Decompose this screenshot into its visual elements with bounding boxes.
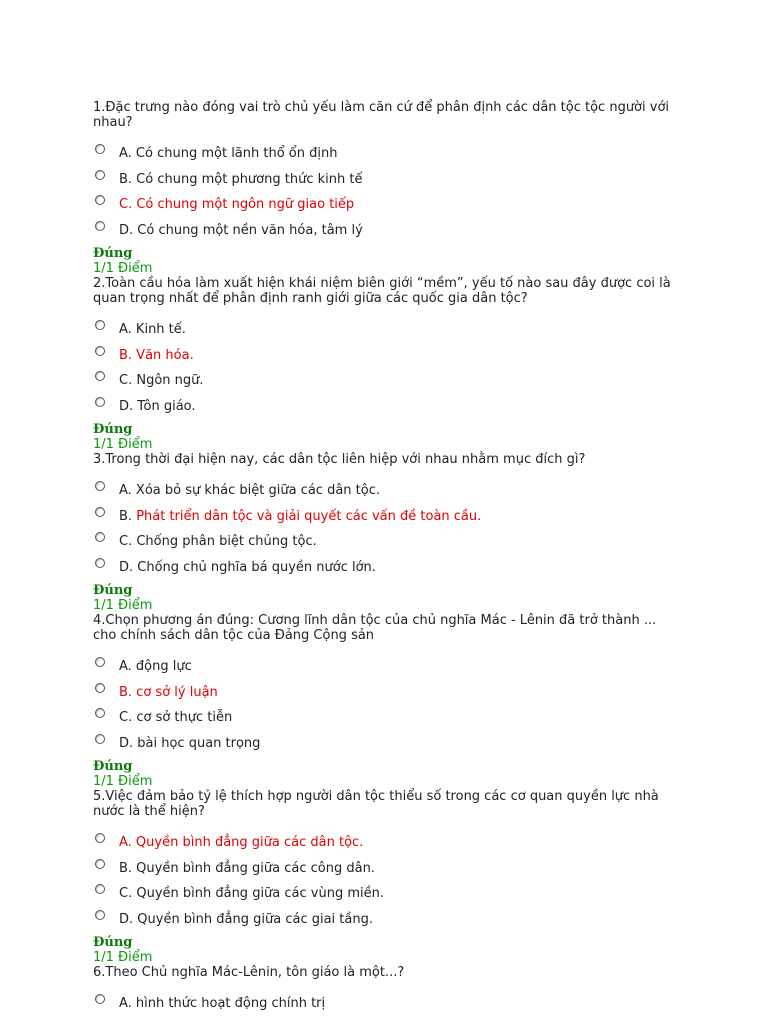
question-block — [93, 276, 683, 452]
question-block — [93, 965, 683, 1022]
radio-button[interactable] — [95, 397, 105, 407]
answer-option[interactable] — [93, 736, 683, 762]
option-text: C. cơ sở thực tiễn — [119, 710, 233, 725]
option-text: B. cơ sở lý luận — [119, 684, 218, 700]
answer-option[interactable] — [93, 348, 683, 374]
result-label: Đúng — [93, 246, 133, 261]
option-text: A. Quyền bình đẳng giữa các dân tộc. — [119, 835, 364, 850]
option-text: B. Có chung một phương thức kinh tế — [119, 171, 363, 187]
option-text: D. Chống chủ nghĩa bá quyền nước lớn. — [119, 559, 376, 575]
answer-option[interactable] — [93, 560, 683, 586]
answer-option[interactable] — [93, 146, 683, 172]
radio-button[interactable] — [95, 346, 105, 356]
radio-button[interactable] — [95, 657, 105, 667]
answer-option[interactable] — [93, 685, 683, 711]
radio-button[interactable] — [95, 170, 105, 180]
option-text: D. Tôn giáo. — [119, 398, 196, 414]
option-text: A. Có chung một lãnh thổ ổn định — [119, 146, 338, 161]
radio-button[interactable] — [95, 859, 105, 869]
option-text: C. Có chung một ngôn ngữ giao tiếp — [119, 197, 355, 212]
answer-option[interactable] — [93, 886, 683, 912]
question-text: 5.Việc đảm bảo tỷ lệ thích hợp người dân tộc thiểu số trong các cơ quan quyền lực nhà nước là thể hiện? — [93, 789, 659, 819]
option-text: C. Ngôn ngữ. — [119, 373, 204, 388]
radio-button[interactable] — [95, 884, 105, 894]
option-text — [119, 509, 481, 524]
radio-button[interactable] — [95, 833, 105, 843]
radio-button[interactable] — [95, 221, 105, 231]
question-block — [93, 452, 683, 613]
option-text: A. Kinh tế. — [119, 322, 186, 337]
answer-option[interactable] — [93, 996, 683, 1022]
answer-option[interactable] — [93, 912, 683, 938]
score-label: 1/1 Điểm — [93, 598, 153, 613]
radio-button[interactable] — [95, 144, 105, 154]
radio-button[interactable] — [95, 994, 105, 1004]
answer-option[interactable] — [93, 172, 683, 198]
radio-button[interactable] — [95, 532, 105, 542]
result-label: Đúng — [93, 935, 133, 950]
option-text: B. Quyền bình đẳng giữa các công dân. — [119, 860, 375, 876]
answer-option[interactable] — [93, 534, 683, 560]
question-block — [93, 789, 683, 965]
radio-button[interactable] — [95, 734, 105, 744]
radio-button[interactable] — [95, 371, 105, 381]
result-label: Đúng — [93, 422, 133, 437]
quiz-document — [93, 100, 683, 1022]
answer-option[interactable] — [93, 197, 683, 223]
answer-option[interactable] — [93, 835, 683, 861]
answer-option[interactable] — [93, 710, 683, 736]
score-label: 1/1 Điểm — [93, 261, 153, 276]
result-label: Đúng — [93, 583, 133, 598]
question-text: 6.Theo Chủ nghĩa Mác-Lênin, tôn giáo là một...? — [93, 965, 405, 980]
option-text: A. động lực — [119, 659, 192, 674]
answer-option[interactable] — [93, 509, 683, 535]
option-text: C. Quyền bình đẳng giữa các vùng miền. — [119, 886, 384, 901]
option-prefix: B. — [119, 508, 137, 524]
answer-option[interactable] — [93, 223, 683, 249]
question-text: 4.Chọn phương án đúng: Cương lĩnh dân tộc của chủ nghĩa Mác - Lênin đã trở thành ... cho chính sách dân tộc của Đảng Cộng sản — [93, 613, 657, 643]
option-answer-text: Phát triển dân tộc và giải quyết các vấn đề toàn cầu. — [136, 508, 482, 524]
question-block — [93, 613, 683, 789]
radio-button[interactable] — [95, 320, 105, 330]
score-label: 1/1 Điểm — [93, 774, 153, 789]
radio-button[interactable] — [95, 481, 105, 491]
option-text: D. Quyền bình đẳng giữa các giai tầng. — [119, 911, 373, 927]
question-block — [93, 100, 683, 276]
answer-option[interactable] — [93, 322, 683, 348]
question-text: 3.Trong thời đại hiện nay, các dân tộc liên hiệp với nhau nhằm mục đích gì? — [93, 452, 586, 467]
option-text: D. Có chung một nền văn hóa, tâm lý — [119, 222, 363, 238]
answer-option[interactable] — [93, 399, 683, 425]
score-label: 1/1 Điểm — [93, 950, 153, 965]
option-text: A. Xóa bỏ sự khác biệt giữa các dân tộc. — [119, 483, 380, 498]
option-text: D. bài học quan trọng — [119, 735, 261, 751]
question-text: 2.Toàn cầu hóa làm xuất hiện khái niệm biên giới “mềm”, yếu tố nào sau đây được coi là quan trọng nhất để phân định ranh giới giữa các quốc gia dân tộc? — [93, 276, 671, 306]
answer-option[interactable] — [93, 373, 683, 399]
radio-button[interactable] — [95, 558, 105, 568]
radio-button[interactable] — [95, 683, 105, 693]
result-label: Đúng — [93, 759, 133, 774]
question-text: 1.Đặc trưng nào đóng vai trò chủ yếu làm căn cứ để phân định các dân tộc tộc người với nhau? — [93, 100, 670, 130]
option-text: B. Văn hóa. — [119, 347, 194, 363]
radio-button[interactable] — [95, 708, 105, 718]
radio-button[interactable] — [95, 195, 105, 205]
option-text: C. Chống phân biệt chủng tộc. — [119, 534, 317, 549]
score-label: 1/1 Điểm — [93, 437, 153, 452]
radio-button[interactable] — [95, 507, 105, 517]
answer-option[interactable] — [93, 861, 683, 887]
option-text: A. hình thức hoạt động chính trị — [119, 996, 326, 1011]
answer-option[interactable] — [93, 483, 683, 509]
radio-button[interactable] — [95, 910, 105, 920]
answer-option[interactable] — [93, 659, 683, 685]
